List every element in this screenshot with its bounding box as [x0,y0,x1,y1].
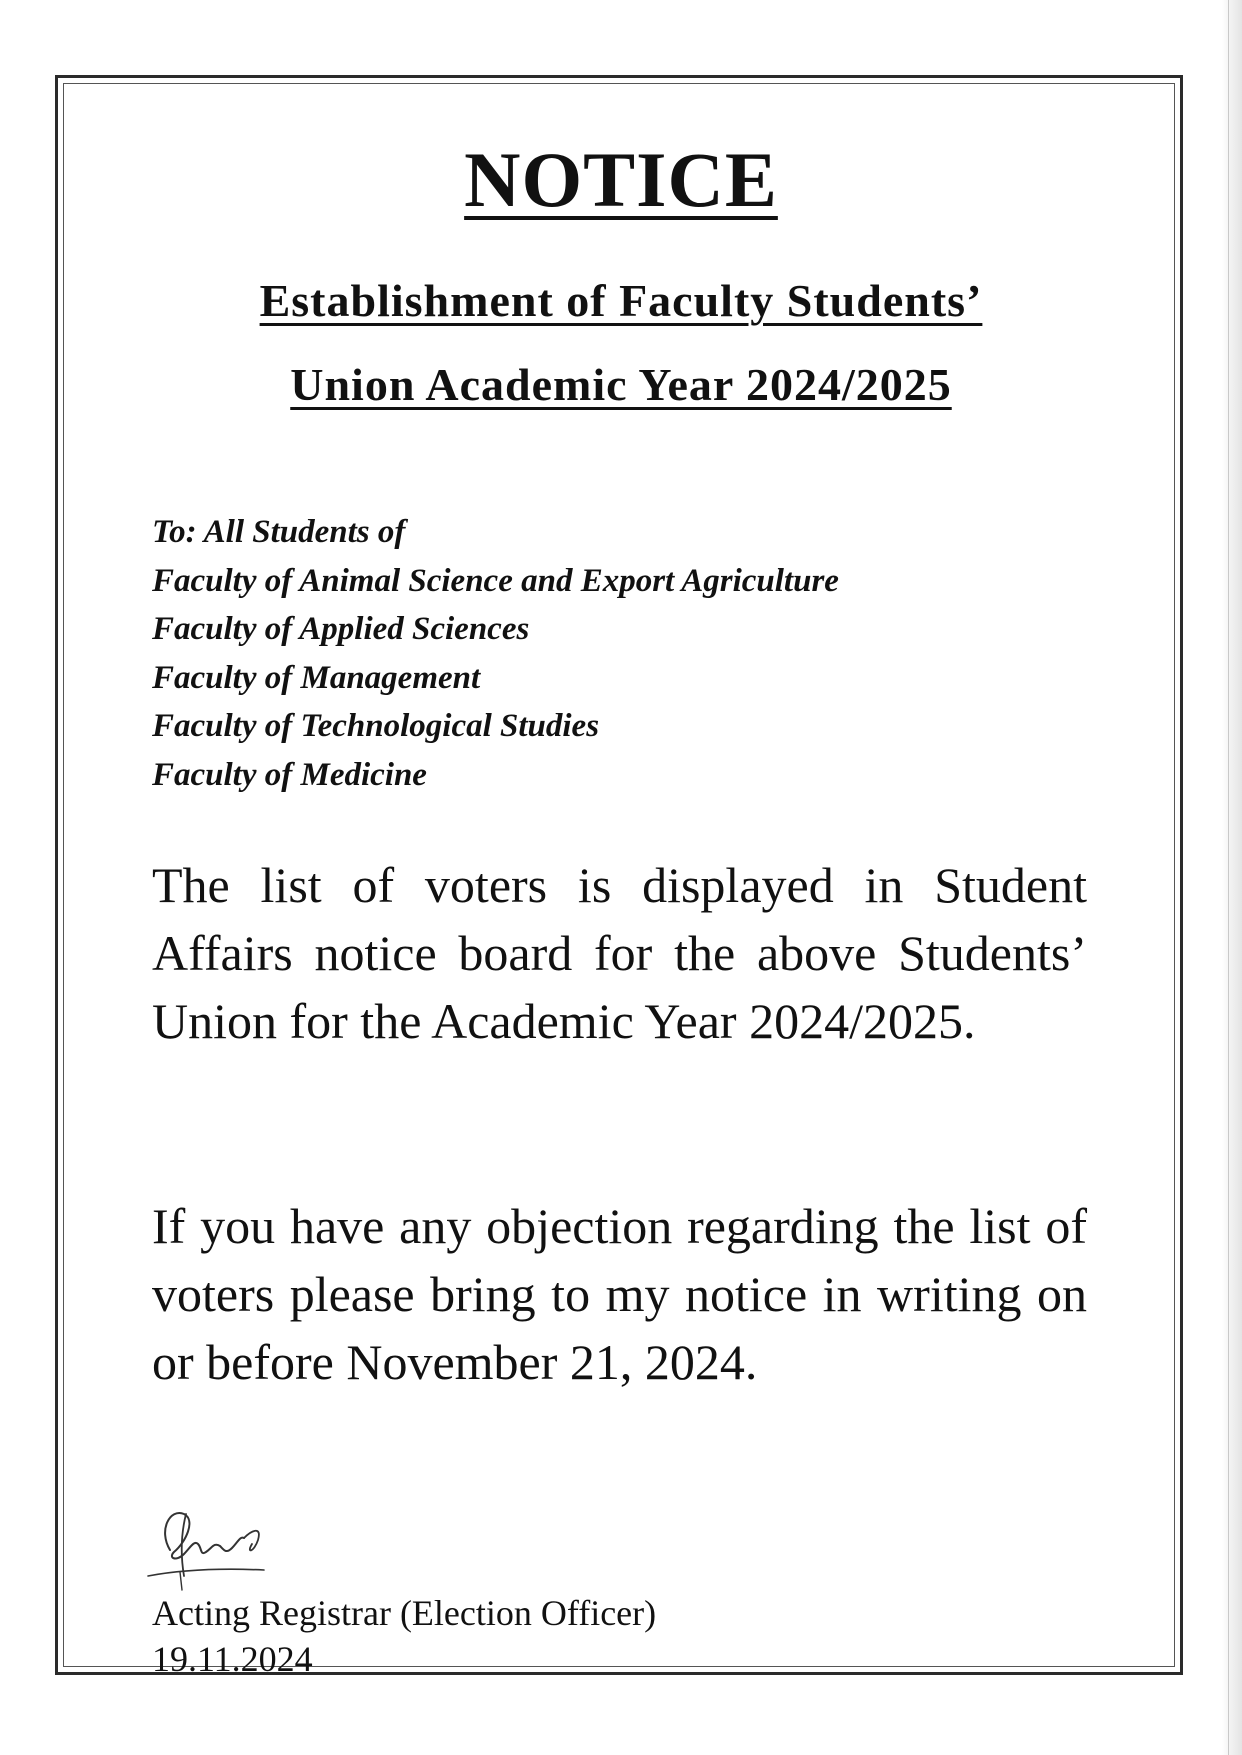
addressee-line-faculty-applied-sciences: Faculty of Applied Sciences [152,611,530,647]
signoff-date: 19.11.2024 [152,1639,313,1679]
notice-subtitle-line2-block [0,358,1242,411]
body-paragraph-objection: If you have any objection regarding the list of voters please bring to my notice in writing on or before November 21, 2024. [152,1198,1087,1390]
notice-title: NOTICE [464,136,778,223]
addressee-line-to: To: All Students of [152,514,406,550]
scan-edge-line [1228,0,1229,1755]
addressee-line-faculty-animal-science: Faculty of Animal Science and Export Agriculture [152,562,839,599]
body-paragraph-voter-list: The list of voters is displayed in Student Affairs notice board for the above Students’ Union for the Academic Year 2024/2025. [152,857,1087,1049]
addressee-line-faculty-management: Faculty of Management [152,659,481,696]
notice-subtitle-line2: Union Academic Year 2024/2025 [290,359,952,410]
addressee-block [152,508,839,799]
signatory-role: Acting Registrar (Election Officer) [152,1593,657,1633]
addressee-line-faculty-medicine: Faculty of Medicine [152,756,427,793]
notice-title-block [0,135,1242,225]
scan-edge-shadow [1222,0,1242,1755]
handwritten-signature [140,1500,310,1592]
addressee-line-faculty-technological-studies: Faculty of Technological Studies [152,708,600,744]
notice-subtitle-line1: Establishment of Faculty Students’ [259,275,983,326]
notice-subtitle-line1-block [0,274,1242,327]
